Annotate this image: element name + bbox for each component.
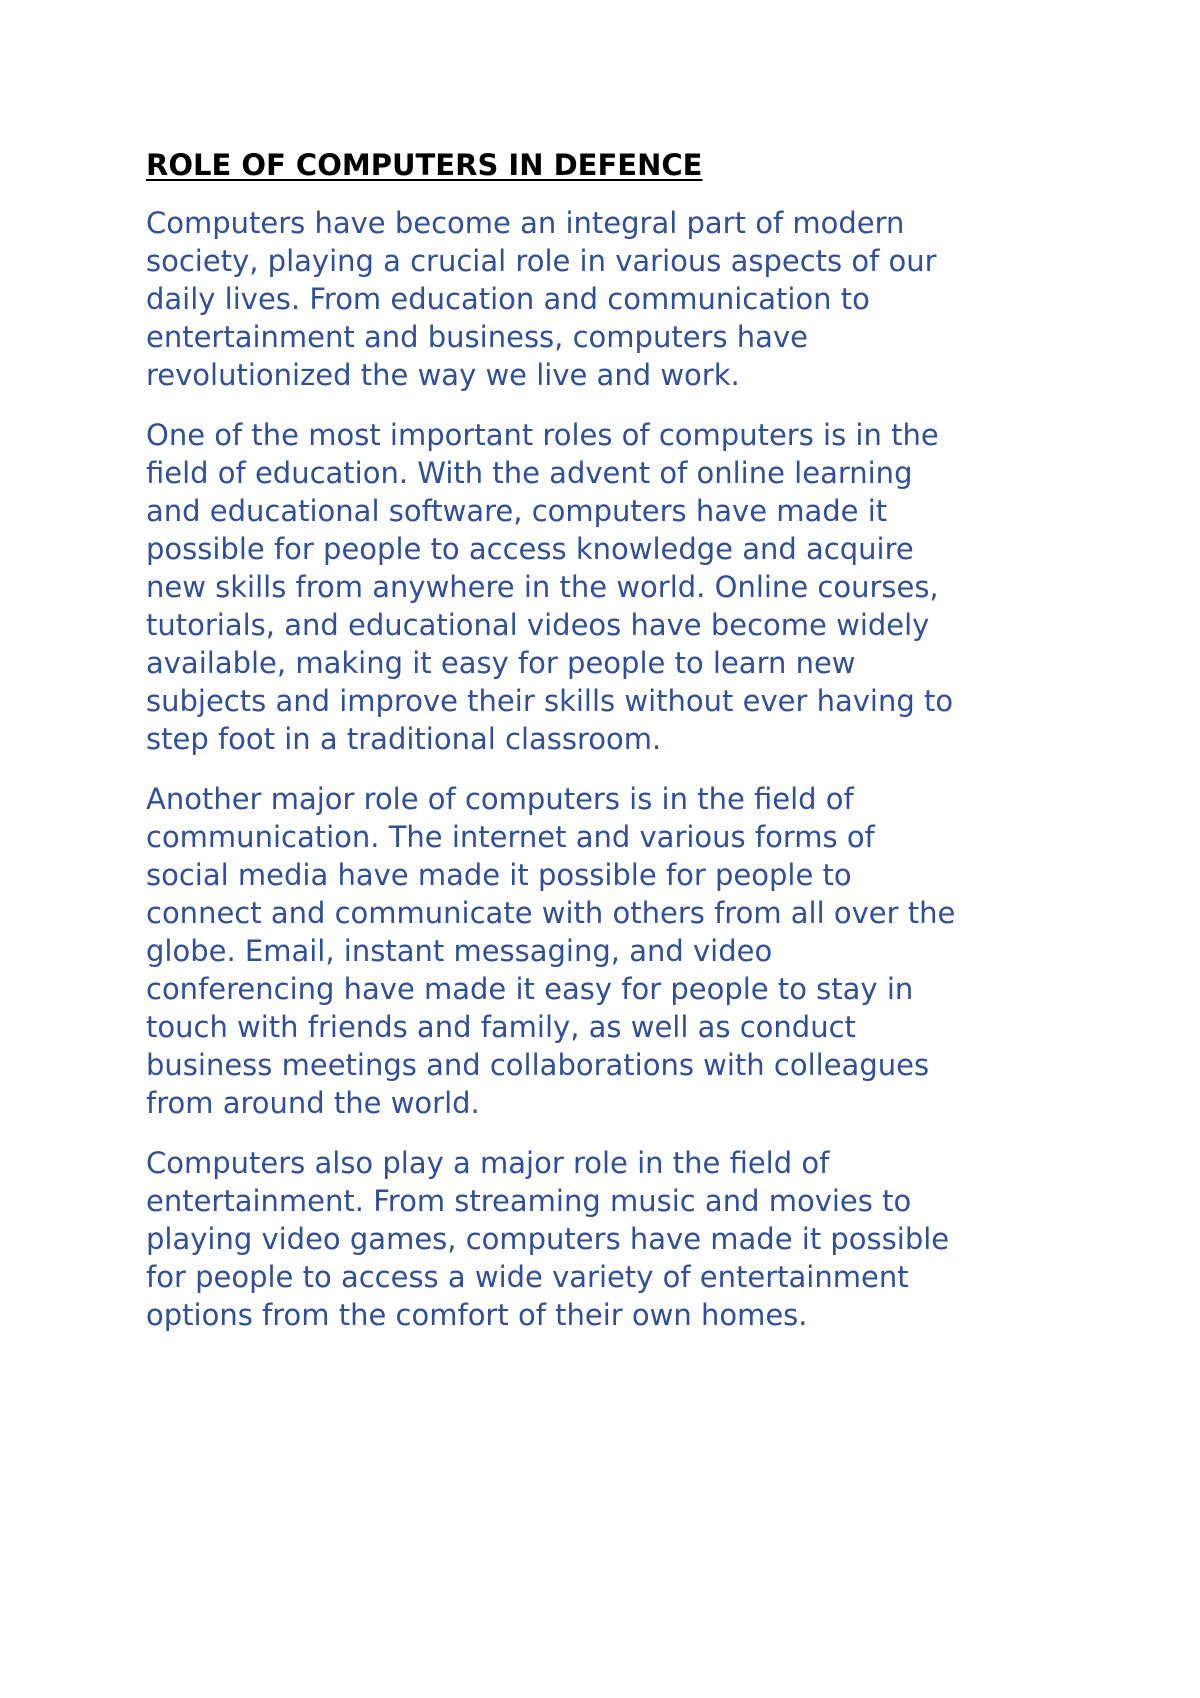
document-body xyxy=(146,146,1076,1356)
text-line: daily lives. From education and communication to xyxy=(146,282,870,316)
text-line: conferencing have made it easy for people to stay in xyxy=(146,972,914,1006)
text-line: entertainment and business, computers have xyxy=(146,320,808,354)
text-line: for people to access a wide variety of entertainment xyxy=(146,1260,909,1294)
text-line: Computers also play a major role in the field of xyxy=(146,1146,830,1180)
paragraph-2 xyxy=(146,416,1076,758)
text-line: from around the world. xyxy=(146,1086,480,1120)
text-line: business meetings and collaborations with colleagues xyxy=(146,1048,930,1082)
paragraph-4 xyxy=(146,1144,1076,1334)
text-line: entertainment. From streaming music and movies to xyxy=(146,1184,912,1218)
text-line: options from the comfort of their own homes. xyxy=(146,1298,808,1332)
text-line: Computers have become an integral part of modern xyxy=(146,206,905,240)
text-line: communication. The internet and various forms of xyxy=(146,820,875,854)
text-line: One of the most important roles of computers is in the xyxy=(146,418,939,452)
text-line: new skills from anywhere in the world. Online courses, xyxy=(146,570,939,604)
text-line: tutorials, and educational videos have become widely xyxy=(146,608,930,642)
text-line: field of education. With the advent of online learning xyxy=(146,456,913,490)
text-line: playing video games, computers have made it possible xyxy=(146,1222,950,1256)
text-line: social media have made it possible for people to xyxy=(146,858,852,892)
text-line: society, playing a crucial role in various aspects of our xyxy=(146,244,937,278)
text-line: and educational software, computers have made it xyxy=(146,494,888,528)
paragraph-1 xyxy=(146,204,1076,394)
text-line: revolutionized the way we live and work. xyxy=(146,358,740,392)
text-line: possible for people to access knowledge and acquire xyxy=(146,532,914,566)
text-line: Another major role of computers is in the field of xyxy=(146,782,854,816)
text-line: subjects and improve their skills without ever having to xyxy=(146,684,954,718)
text-line: touch with friends and family, as well as conduct xyxy=(146,1010,856,1044)
text-line: step foot in a traditional classroom. xyxy=(146,722,662,756)
paragraph-3 xyxy=(146,780,1076,1122)
document-title: ROLE OF COMPUTERS IN DEFENCE xyxy=(146,148,703,182)
text-line: globe. Email, instant messaging, and video xyxy=(146,934,773,968)
text-line: available, making it easy for people to learn new xyxy=(146,646,856,680)
text-line: connect and communicate with others from all over the xyxy=(146,896,956,930)
